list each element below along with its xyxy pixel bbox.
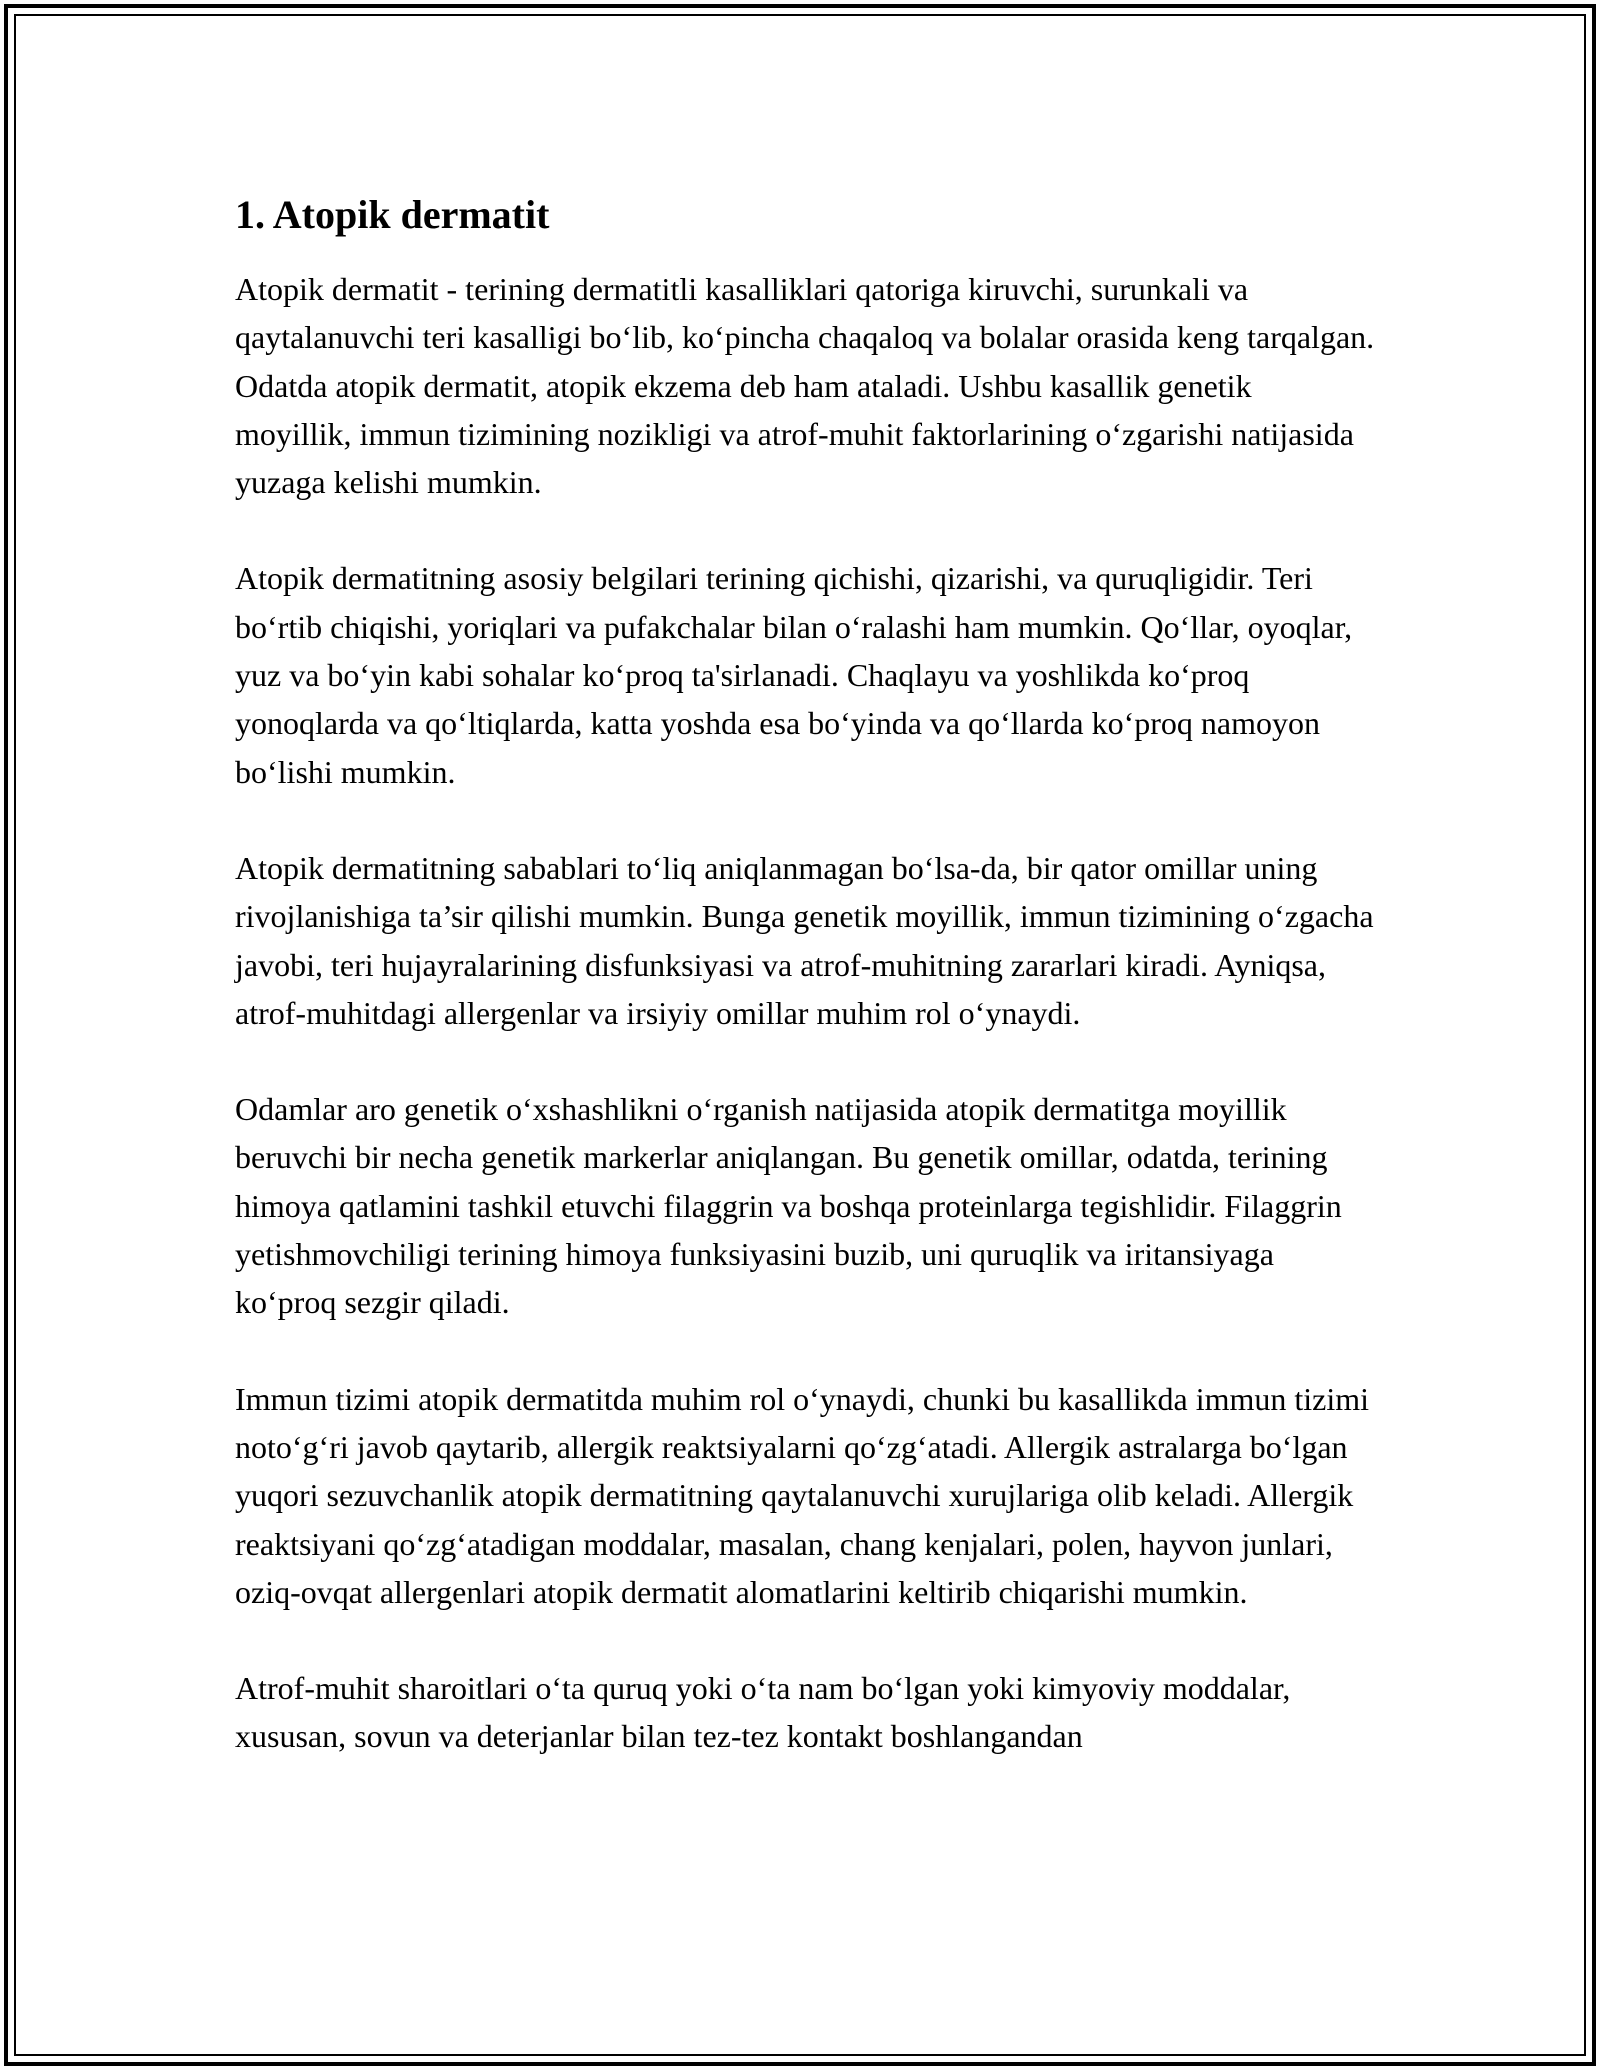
paragraph-5: Immun tizimi atopik dermatitda muhim rol o‘ynaydi, chunki bu kasallikda immun tizimi noto‘g‘ri javob qaytarib, allergik reaktsiyalarni qo‘zg‘atadi. Allergik astralarga bo‘lgan yuqori sezuvchanlik atopik dermatitning qaytalanuvchi xurujlariga olib keladi. Allergik reaktsiyani qo‘zg‘atadigan moddalar, masalan, chang kenjalari, polen, hayvon junlari, oziq-ovqat allergenlari atopik dermatit alomatlarini keltirib chiqarishi mumkin.	[235, 1380, 1370, 1610]
paragraph-4: Odamlar aro genetik o‘xshashlikni o‘rganish natijasida atopik dermatitga moyillik beruvchi bir necha genetik markerlar aniqlangan. Bu genetik omillar, odatda, terining himoya qatlamini tashkil etuvchi filaggrin va boshqa proteinlarga tegishlidir. Filaggrin yetishmovchiligi terining himoya funksiyasini buzib, uni quruqlik va iritansiyaga ko‘proq sezgir qiladi.	[235, 1091, 1342, 1321]
paragraph-3: Atopik dermatitning sabablari to‘liq aniqlanmagan bo‘lsa-da, bir qator omillar uning rivojlanishiga ta’sir qilishi mumkin. Bunga genetik moyillik, immun tizimining o‘zgacha javobi, teri hujayralarining disfunksiyasi va atrof-muhitning zararlari kiradi. Ayniqsa, atrof-muhitdagi allergenlar va irsiyiy omillar muhim rol o‘ynaydi.	[235, 849, 1374, 1031]
section-heading: 1. Atopik dermatit	[235, 192, 550, 237]
paragraph-6: Atrof-muhit sharoitlari o‘ta quruq yoki o‘ta nam bo‘lgan yoki kimyoviy moddalar, xususan, sovun va deterjanlar bilan tez-tez kontakt boshlangandan	[235, 1670, 1291, 1755]
paragraph-1: Atopik dermatit - terining dermatitli kasalliklari qatoriga kiruvchi, surunkali va qaytalanuvchi teri kasalligi bo‘lib, ko‘pincha chaqaloq va bolalar orasida keng tarqalgan. Odatda atopik dermatit, atopik ekzema deb ham ataladi. Ushbu kasallik genetik moyillik, immun tizimining nozikligi va atrof-muhit faktorlarining o‘zgarishi natijasida yuzaga kelishi mumkin.	[235, 271, 1375, 501]
paragraph-2: Atopik dermatitning asosiy belgilari terining qichishi, qizarishi, va quruqligidir. Teri bo‘rtib chiqishi, yoriqlari va pufakchalar bilan o‘ralashi ham mumkin. Qo‘llar, oyoqlar, yuz va bo‘yin kabi sohalar ko‘proq ta'sirlanadi. Chaqlayu va yoshlikda ko‘proq yonoqlarda va qo‘ltiqlarda, katta yoshda esa bo‘yinda va qo‘llarda ko‘proq namoyon bo‘lishi mumkin.	[235, 560, 1353, 790]
document-body	[235, 187, 1375, 1809]
